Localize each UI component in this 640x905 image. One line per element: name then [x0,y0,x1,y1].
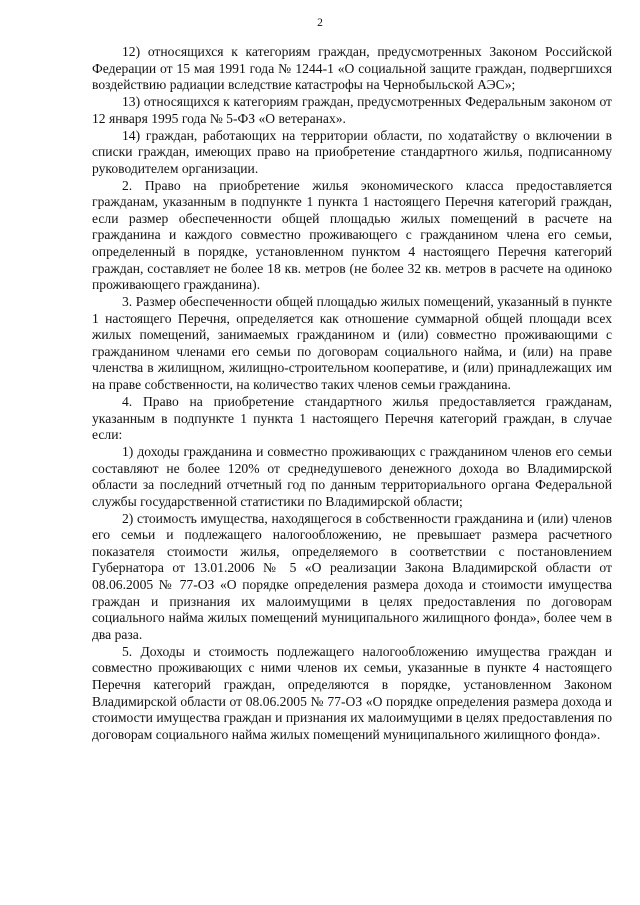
paragraph-item-14: 14) граждан, работающих на территории области, по ходатайству о включении в списки граждан, имеющих право на приобретение стандартного жилья, подписанному руководителем организации. [92,127,612,176]
paragraph-clause-4-item-2: 2) стоимость имущества, находящегося в собственности гражданина и (или) членов его семьи и подлежащего налогообложению, не превышает размера расчетного показателя стоимости жилья, определяемого в соответствии с постановлением Губернатора от 13.01.2006 № 5 «О реализации Закона Владимирской области от 08.06.2005 № 77-ОЗ «О порядке определения размера дохода и стоимости имущества граждан и признания их малоимущими в целях предоставления по договорам социального найма жилых помещений муниципального жилищного фонда», более чем в два раза. [92,510,612,642]
paragraph-item-12: 12) относящихся к категориям граждан, предусмотренных Законом Российской Федерации от 15 мая 1991 года № 1244-1 «О социальной защите граждан, подвергшихся воздействию радиации вследствие катастрофы на Чернобыльской АЭС»; [92,44,612,93]
document-body [92,44,612,744]
paragraph-clause-3: 3. Размер обеспеченности общей площадью жилых помещений, указанный в пункте 1 настоящего Перечня, определяется как отношение суммарной общей площади всех жилых помещений, занимаемых гражданином и (или) совместно проживающими с гражданином членами его семьи по договорам социального найма, и (или) на праве членства в жилищном, жилищно-строительном кооперативе, и (или) принадлежащих им на праве собственности, на количество таких членов семьи гражданина. [92,294,612,393]
paragraph-item-13: 13) относящихся к категориям граждан, предусмотренных Федеральным законом от 12 января 1995 года № 5-ФЗ «О ветеранах». [92,94,612,126]
paragraph-clause-2: 2. Право на приобретение жилья экономического класса предоставляется гражданам, указанным в подпункте 1 пункта 1 настоящего Перечня категорий граждан, если размер обеспеченности общей площадью жилых помещений в расчете на гражданина и каждого совместно проживающего с гражданином члена его семьи, определенный в порядке, установленном пунктом 4 настоящего Перечня категорий граждан, составляет не более 18 кв. метров (не более 32 кв. метров в расчете на одиноко проживающего гражданина). [92,177,612,293]
page-number: 2 [317,17,323,29]
paragraph-clause-5: 5. Доходы и стоимость подлежащего налогообложению имущества граждан и совместно проживающих с ними членов их семьи, указанные в пункте 4 настоящего Перечня категорий граждан, определяются в порядке, установленном Законом Владимирской области от 08.06.2005 № 77-ОЗ «О порядке определения размера дохода и стоимости имущества граждан и признания их малоимущими в целях предоставления по договорам социального найма жилых помещений муниципального жилищного фонда». [92,643,612,742]
paragraph-clause-4: 4. Право на приобретение стандартного жилья предоставляется гражданам, указанным в подпункте 1 пункта 1 настоящего Перечня категорий граждан, в случае если: [92,393,612,443]
paragraph-clause-4-item-1: 1) доходы гражданина и совместно проживающих с гражданином членов его семьи составляют не более 120% от среднедушевого денежного дохода во Владимирской области за последний отчетный год по данным территориального органа Федеральной службы государственной статистики по Владимирской области; [92,444,612,509]
